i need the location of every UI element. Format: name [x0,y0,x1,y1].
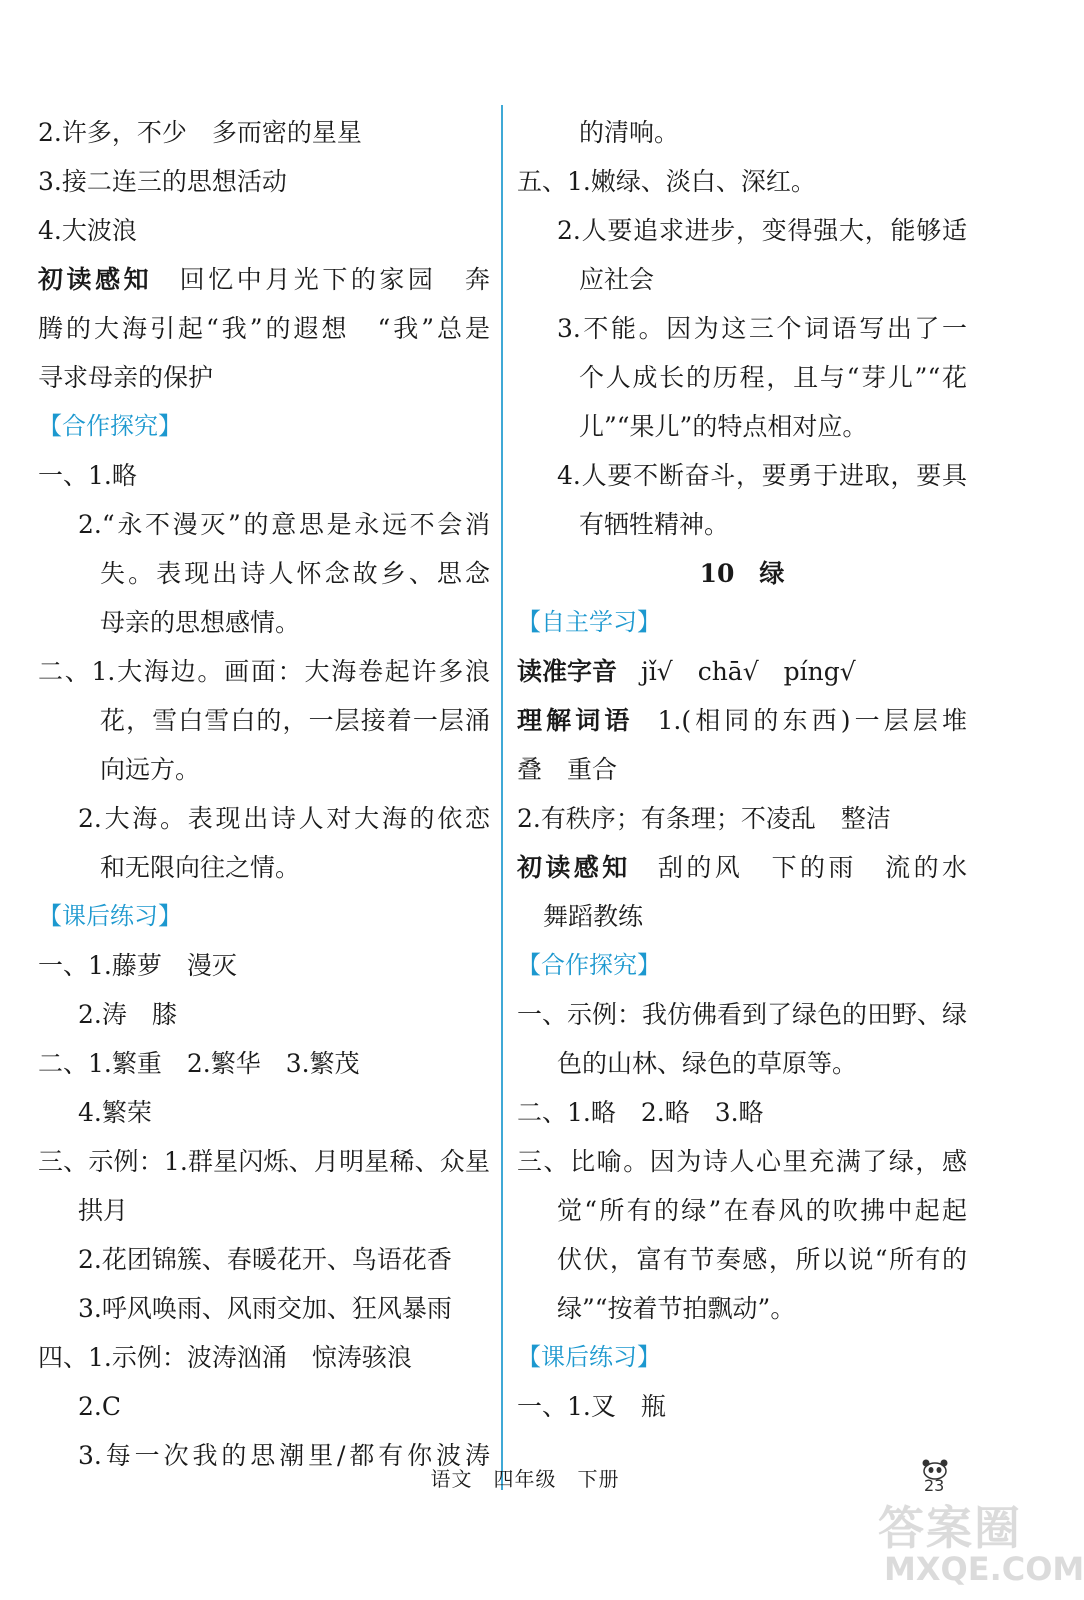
answer-text: 1.(相同的东西)一层层堆 [657,706,967,735]
answer-text: 母亲的思想感情。 [100,608,301,637]
answer-line [38,794,490,843]
answer-text: 舞蹈教练 [543,902,644,931]
answer-line [38,1333,490,1382]
answer-line [517,1235,967,1284]
answer-text: 三、示例：1.群星闪烁、月明星稀、众星 [38,1147,490,1176]
answer-line [517,1284,967,1333]
page-footer: 语文 四年级 下册 [430,1467,620,1491]
answer-line [38,990,490,1039]
answer-line [38,304,490,353]
answer-line [38,843,490,892]
answer-line [517,647,967,696]
right-column [517,108,967,1431]
answer-text: 刮的风 下的雨 流的水 [654,853,967,882]
answer-text: 2.许多，不少 多而密的星星 [38,118,362,147]
section-heading: 【合作探究】 [38,412,182,440]
answer-text: 2.涛 膝 [78,1000,177,1029]
answer-line [38,1235,490,1284]
answer-line [38,549,490,598]
answer-text: 失。表现出诗人怀念故乡、思念 [100,559,490,588]
section-heading: 【课后练习】 [38,902,182,930]
answer-text: 寻求母亲的保护 [38,363,214,392]
answer-line [517,206,967,255]
answer-line [38,1039,490,1088]
answer-text: 向远方。 [100,755,201,784]
answer-text: 绿”“按着节拍飘动”。 [557,1294,796,1323]
answer-line [517,451,967,500]
answer-text: 2.人要追求进步，变得强大，能够适 [557,216,967,245]
watermark [878,1492,1084,1592]
answer-text: 二、1.略 2.略 3.略 [517,1098,764,1127]
answer-line [38,1284,490,1333]
answer-line [38,1088,490,1137]
answer-text: 3.每一次我的思潮里/都有你波涛 [78,1441,490,1470]
answer-text: 2.“永不漫灭”的意思是永远不会消 [78,510,490,539]
answer-text: 儿”“果儿”的特点相对应。 [579,412,868,441]
section-heading: 【合作探究】 [517,951,661,979]
answer-line [517,1039,967,1088]
answer-text: 色的山林、绿色的草原等。 [557,1049,858,1078]
answer-text: 2.C [78,1392,121,1421]
answer-text: 一、1.略 [38,461,137,490]
answer-line [38,941,490,990]
answer-text: 有牺牲精神。 [579,510,730,539]
answer-text: 花，雪白雪白的，一层接着一层涌 [100,706,490,735]
answer-text: 4.大波浪 [38,216,137,245]
answer-text: 3.呼风唤雨、风雨交加、狂风暴雨 [78,1294,452,1323]
answer-text: 2.有秩序；有条理；不凌乱 整洁 [517,804,891,833]
watermark-site: MXQE.COM [884,1550,1084,1588]
answer-line [38,1137,490,1186]
answer-label: 理解词语 [517,706,634,735]
answer-text: 2.大海。表现出诗人对大海的依恋 [78,804,490,833]
answer-text: 三、比喻。因为诗人心里充满了绿，感 [517,1147,967,1176]
answer-line [517,108,967,157]
answer-line [517,157,967,206]
answer-text: 一、示例：我仿佛看到了绿色的田野、绿 [517,1000,968,1029]
answer-line [517,990,967,1039]
answer-line [38,696,490,745]
column-divider [501,105,503,1490]
answer-text: 个人成长的历程，且与“芽儿”“花 [579,363,967,392]
answer-text: 3.不能。因为这三个词语写出了一 [557,314,967,343]
answer-label: 初读感知 [517,853,631,882]
answer-text: 二、1.繁重 2.繁华 3.繁茂 [38,1049,360,1078]
answer-text: 四、1.示例：波涛汹涌 惊涛骇浪 [38,1343,412,1372]
answer-text: 2.花团锦簇、春暖花开、鸟语花香 [78,1245,452,1274]
section-heading: 【自主学习】 [517,608,661,636]
answer-text: 五、1.嫩绿、淡白、深红。 [517,167,816,196]
section-heading: 【课后练习】 [517,1343,661,1371]
answer-line [38,598,490,647]
answer-line [38,108,490,157]
answer-line [38,647,490,696]
answer-text: 应社会 [579,265,655,294]
answer-line [517,696,967,745]
answer-line [38,1382,490,1431]
answer-line [38,353,490,402]
answer-line [38,157,490,206]
answer-line [38,255,490,304]
answer-line [38,500,490,549]
answer-line [517,1382,967,1431]
answer-label: 读准字音 [517,657,618,686]
answer-text: 一、1.叉 瓶 [517,1392,666,1421]
answer-line [38,1186,490,1235]
lesson-title: 10 绿 [699,559,785,588]
answer-text: 二、1.大海边。画面：大海卷起许多浪 [38,657,490,686]
answer-text: 叠 重合 [517,755,618,784]
answer-text: 一、1.藤萝 漫灭 [38,951,237,980]
page-number: 23 [924,1476,945,1495]
left-column [38,108,490,1480]
answer-line [517,255,967,304]
answer-line [517,892,967,941]
answer-line [517,843,967,892]
watermark-brand: 答案圈 [878,1501,1022,1555]
answer-text: 3.接二连三的思想活动 [38,167,287,196]
answer-line [517,794,967,843]
answer-text: jǐ√ chā√ píng√ [641,657,856,686]
answer-line [38,206,490,255]
answer-label: 初读感知 [38,265,153,294]
answer-text: 拱月 [78,1196,129,1225]
answer-line [517,500,967,549]
answer-text: 的清响。 [579,118,680,147]
answer-line [38,451,490,500]
answer-line [517,304,967,353]
answer-line [517,1137,967,1186]
answer-text: 觉“所有的绿”在春风的吹拂中起起 [557,1196,967,1225]
answer-line [517,1088,967,1137]
answer-text: 伏伏，富有节奏感，所以说“所有的 [557,1245,967,1274]
answer-line [517,402,967,451]
answer-text: 4.人要不断奋斗，要勇于进取，要具 [557,461,967,490]
answer-text: 和无限向往之情。 [100,853,301,882]
answer-line [517,353,967,402]
answer-line [517,1186,967,1235]
answer-text: 腾的大海引起“我”的遐想 “我”总是 [38,314,490,343]
answer-text: 回忆中月光下的家园 奔 [176,265,490,294]
answer-text: 4.繁荣 [78,1098,152,1127]
answer-line [517,745,967,794]
answer-line [38,745,490,794]
